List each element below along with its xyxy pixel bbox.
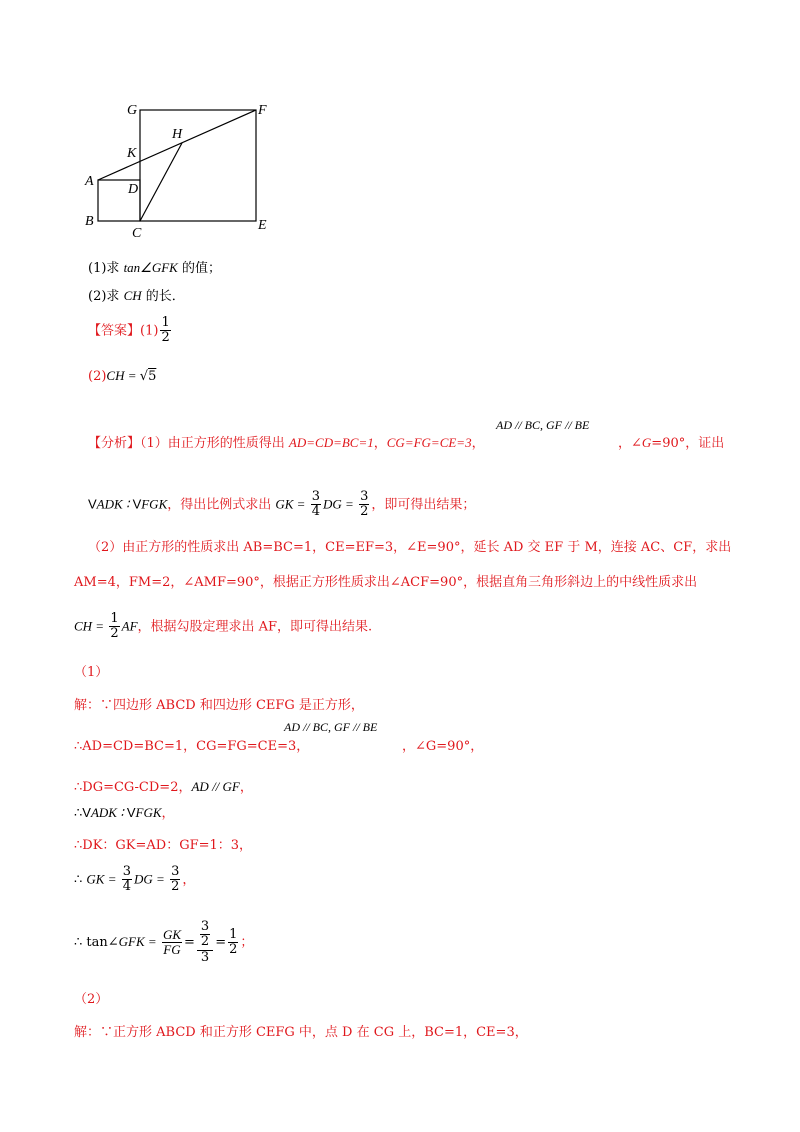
analysis-l1c: ， xyxy=(373,436,387,451)
solution1-three: 3 xyxy=(200,949,210,965)
solution1-line-2: ∴AD=CD=BC=1，CG=FG=CE=3， xyxy=(74,739,310,754)
solution1-frac-gk-fg xyxy=(162,928,182,958)
analysis-frac-1-2 xyxy=(109,612,119,642)
solution1-inner-d: 2 xyxy=(200,934,210,950)
solution1-s7b: ； xyxy=(240,934,254,950)
q1-prefix: (1)求 xyxy=(88,261,124,276)
analysis-af: AF xyxy=(121,618,138,634)
analysis-frac-n: 1 xyxy=(110,611,119,626)
solution1-s4b: ， xyxy=(161,806,175,821)
solution1-frac-d1: 4 xyxy=(122,879,132,895)
analysis-sim-b: FGK xyxy=(141,496,168,512)
answer-p2-lhs: CH = xyxy=(106,368,140,383)
solution1-compound-num xyxy=(197,920,213,951)
analysis-ch: CH = xyxy=(74,618,108,634)
solution1-sim-a: ADK ∶ xyxy=(90,805,127,820)
label-D: D xyxy=(128,182,139,197)
analysis-frac-d1: 4 xyxy=(311,504,320,520)
solution1-line-6 xyxy=(74,865,195,895)
solution1-line-4 xyxy=(74,802,175,821)
answer-p2-radicand: 5 xyxy=(148,369,157,384)
analysis-l1a: （1）由正方形的性质得出 xyxy=(140,436,289,451)
geometry-svg xyxy=(80,95,280,245)
solution1-line-7 xyxy=(74,920,253,965)
solution1-frac-gk: GK xyxy=(162,926,181,942)
q2-math: CH xyxy=(123,288,142,303)
similar-v-1: V xyxy=(88,496,97,512)
solution1-eq-1: = xyxy=(184,934,195,950)
square-cefg xyxy=(140,110,256,221)
answer-p2-label: (2) xyxy=(88,369,107,384)
analysis-l2b: ，即可得出结果； xyxy=(371,497,476,513)
q2-prefix: (2)求 xyxy=(88,289,124,304)
analysis-parallel-1: AD // BC, GF // BE xyxy=(496,418,590,432)
solution1-frac-n2: 3 xyxy=(171,864,180,879)
solution1-s4a: ∴ xyxy=(74,806,83,821)
label-G: G xyxy=(127,103,138,118)
label-E: E xyxy=(258,218,267,233)
analysis-l1d: CG=FG=CE=3 xyxy=(386,435,472,450)
solution1-line-5: ∴DK：GK=AD：GF=1：3， xyxy=(74,838,253,853)
solution1-line-2-end: ，∠G=90°， xyxy=(402,739,484,754)
solution1-s3: ∴DG=CG-CD=2， xyxy=(74,780,192,795)
solution1-s3-parallel: AD // GF xyxy=(191,779,240,794)
question-2 xyxy=(88,285,185,304)
label-A: A xyxy=(85,174,94,189)
solution2-label: （2） xyxy=(74,992,109,1007)
analysis-frac-3-4 xyxy=(311,490,321,520)
solution1-s6a: ∴ xyxy=(74,872,87,888)
solution1-sim-b: FGK xyxy=(135,805,162,820)
label-B: B xyxy=(85,214,94,229)
solution1-line-3 xyxy=(74,776,253,795)
analysis-gk: GK = xyxy=(275,496,309,512)
analysis-l2a: ，得出比例式求出 xyxy=(167,497,276,513)
answer-p1-den: 2 xyxy=(161,330,170,346)
line-ch xyxy=(140,143,182,221)
analysis-frac-3-2 xyxy=(359,490,369,520)
solution1-frac-3-4 xyxy=(122,865,132,895)
analysis-l1b: AD=CD=BC=1 xyxy=(288,435,374,450)
label-H: H xyxy=(172,127,183,142)
solution1-result-frac xyxy=(228,928,238,958)
similar-v-4: V xyxy=(126,805,136,820)
analysis-frac-n1: 3 xyxy=(311,489,320,504)
analysis-line-5 xyxy=(74,612,372,642)
solution1-gk: GK = xyxy=(86,871,120,887)
solution1-dg: DG = xyxy=(134,871,169,887)
analysis-l1h: =90°，证出 xyxy=(651,436,725,451)
analysis-tag: 【分析】 xyxy=(88,436,141,451)
analysis-line-4: AM=4，FM=2，∠AMF=90°，根据正方形性质求出∠ACF=90°，根据直角三角形斜边上的中线性质求出 xyxy=(74,575,698,590)
analysis-sim-a: ADK ∶ xyxy=(96,496,133,512)
solution1-line-1: 解：∵四边形 ABCD 和四边形 CEFG 是正方形， xyxy=(74,698,364,713)
answer-line-1 xyxy=(88,316,173,346)
solution1-compound-frac xyxy=(197,920,213,965)
solution1-label: （1） xyxy=(74,665,109,680)
analysis-frac-d2: 2 xyxy=(360,504,369,520)
analysis-dg: DG = xyxy=(323,496,358,512)
solution1-parallel: AD // BC, GF // BE xyxy=(284,720,378,734)
solution1-inner-n: 3 xyxy=(200,919,210,934)
label-C: C xyxy=(132,226,142,241)
analysis-line-1 xyxy=(88,432,485,451)
q1-math: tan∠GFK xyxy=(123,260,178,275)
analysis-frac-n2: 3 xyxy=(360,489,369,504)
label-K: K xyxy=(127,146,137,161)
answer-tag: 【答案】 xyxy=(88,323,141,339)
solution1-inner-frac xyxy=(200,920,210,950)
answer-line-2 xyxy=(88,368,156,384)
solution1-s7a: ∴ tan∠ xyxy=(74,934,119,950)
q1-suffix: 的值； xyxy=(177,261,221,276)
geometry-figure xyxy=(80,95,280,245)
answer-p2-radical: √ xyxy=(139,369,149,384)
analysis-line-2 xyxy=(88,490,475,520)
solution1-frac-n1: 3 xyxy=(122,864,132,879)
solution1-frac-d2: 2 xyxy=(171,879,180,895)
solution1-s6b: ， xyxy=(182,872,196,888)
answer-p1-fraction xyxy=(160,316,170,346)
solution1-gfk: GFK = xyxy=(118,933,160,949)
solution2-line-1: 解：∵正方形 ABCD 和正方形 CEFG 中，点 D 在 CG 上，BC=1，CE=3， xyxy=(74,1025,528,1040)
question-1 xyxy=(88,257,221,276)
line-af xyxy=(98,110,256,180)
analysis-line-1-end xyxy=(618,432,724,451)
analysis-frac-d: 2 xyxy=(110,626,119,642)
similar-v-3: V xyxy=(82,805,91,820)
analysis-l5a: ，根据勾股定理求出 AF，即可得出结果. xyxy=(137,619,373,635)
q2-suffix: 的长． xyxy=(141,289,185,304)
answer-p1-num: 1 xyxy=(161,315,170,330)
analysis-line-3: （2）由正方形的性质求出 AB=BC=1，CE=EF=3，∠E=90°，延长 AD 交 EF 于 M，连接 AC、CF，求出 xyxy=(88,540,732,555)
similar-v-2: V xyxy=(132,496,142,512)
analysis-l1f: ，∠ xyxy=(618,436,642,451)
analysis-l1e: ， xyxy=(471,436,485,451)
solution1-eq-2: = xyxy=(215,934,227,950)
answer-p1-label: (1) xyxy=(140,323,159,339)
solution1-s3b: ， xyxy=(239,780,253,795)
solution1-frac-3-2 xyxy=(170,865,180,895)
solution1-frac-fg: FG xyxy=(163,941,181,957)
label-F: F xyxy=(258,103,267,118)
analysis-l1g: G xyxy=(641,435,652,450)
solution1-result-d: 2 xyxy=(229,941,238,957)
solution1-result-n: 1 xyxy=(229,926,238,942)
